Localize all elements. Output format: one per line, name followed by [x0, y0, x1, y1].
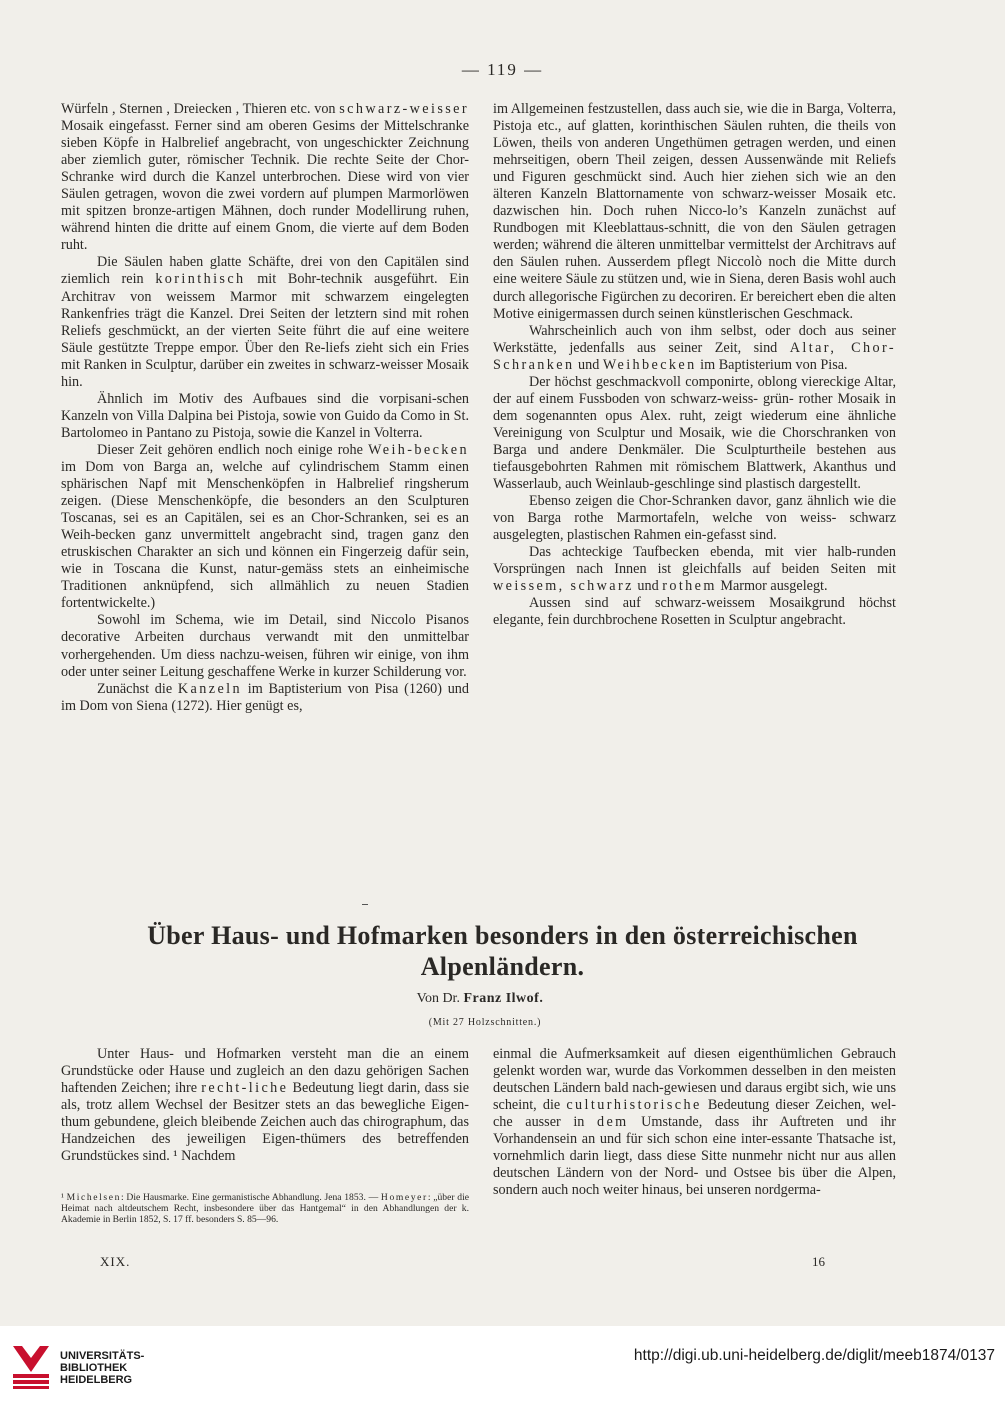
emphasized-text: rothem [662, 578, 717, 595]
text-run: Unter Haus- und Hofmarken versteht man die an einem Grundstücke oder Hause und zugleich an den dazu gehörigen Sachen haftenden Zeichen; ihre [61, 1046, 469, 1097]
paragraph [61, 612, 469, 680]
text-run: Wahrscheinlich auch von ihm selbst, oder doch aus seiner Werkstätte, jedenfalls aus seiner Zeit, sind [493, 322, 896, 356]
emphasized-text: Weih-becken [368, 441, 469, 458]
paragraph [61, 1046, 469, 1165]
emphasized-text: Michelsen [66, 1192, 121, 1203]
paragraph [493, 493, 896, 544]
emphasized-text: Weihbecken [602, 356, 697, 373]
library-name [60, 1350, 144, 1386]
title-separator-mark [362, 904, 368, 905]
emphasized-text: korinthisch [155, 271, 246, 288]
text-run: Aussen sind auf schwarz-weissem Mosaikgrund höchst elegante, fein durchbrochene Rosetten in Sculptur angebracht. [493, 595, 896, 629]
article-byline [0, 991, 960, 1007]
emphasized-text: culturhistorische [566, 1097, 702, 1114]
paragraph [493, 544, 896, 595]
emphasized-text: schwarz-weisser [339, 101, 469, 117]
paragraph [61, 391, 469, 442]
text-run: Marmor ausgelegt. [716, 578, 828, 595]
paragraph [493, 1046, 896, 1199]
text-run: im Baptisterium von Pisa. [696, 356, 848, 373]
text-run: Umstande, dass ihr Auftreten und ihr Vorhandensein an und für sich schon eine inter-essante Thatsache ist, vornehmlich darin liegt, dass diese Sitte nunmehr nicht nur aus allen deutschen Ländern von der Nord- und Ostsee bis über die Alpen, sondern auch noch weiter hinaus, bei unseren nordgerma- [493, 1114, 896, 1199]
text-run: Ähnlich im Motiv des Aufbaues sind die vorpisani-schen Kanzeln von Villa Dalpina bei Pistoja, sowie von Guido da Como in St. Bartolomeo in Pantano zu Pistoja, sowie die Kanzel in Volterra. [61, 390, 469, 441]
library-name-line-3: HEIDELBERG [60, 1374, 133, 1386]
paragraph [61, 254, 469, 390]
footnote [61, 1192, 469, 1226]
top-right-column [493, 101, 896, 629]
text-run: im Dom von Barga an, welche auf cylindrischem Stamm einen sphärischen Napf mit Menschenköpfen in Halbrelief ringsherum zeigen. (Diese Menschenköpfe, die besonders an den Sculpturen Toscanas, sei es an Capitälen, sei es an Chor-Schranken, sei es an Weih-becken ganz unvermittelt angebracht sind, tragen ganz den etruskischen Charakter an sich und können ein Fingerzeig dafür sein, wie in Toscana die Kunst, natur-gemäss stets an einheimische Traditionen anknüpfend, sich allmählich zu neuen Stadien fortentwickelte.) [61, 458, 469, 612]
byline-prefix: Von Dr. [416, 991, 464, 1006]
text-run: einmal die Aufmerksamkeit auf diesen eigenthümlichen Gebrauch gelenkt worden war, wurde das Vorkommen desselben in den meisten deutschen Ländern bald nach-gewiesen und daraus ergibt sich, wie uns scheint, die [493, 1046, 896, 1114]
text-run: : Die Hausmarke. Eine germanistische Abhandlung. Jena 1853. — [121, 1192, 381, 1203]
bottom-left-column [61, 1046, 469, 1165]
text-run: im Allgemeinen festzustellen, dass auch sie, wie die in Barga, Volterra, Pistoja etc., auf glatten, korinthischen Säulen ruhten, die theils von Löwen, theils von anderen Ungethümen getragen werden, und einen mehrseitigen, obern Theil zeigen, dessen Aussenwände mit Reliefs und Figuren geschmückt sind. Auch hier ziehen sich wie an den älteren Kanzeln Blattornamente von schwarz-weisser Mosaik etc. dazwischen hin. Doch ruhen Nicco-lo’s Kanzeln zunächst auf Rundbogen mit Kleeblattaus-schnitt, die von den Säulen getragen werden; während die älteren unmittelbar vermittelst der Architravs auf den Säulen ruhen. Ausserdem pflegt Niccolò noch die Mitte durch eine weitere Säule zu stützen und, wie in Siena, deren Basis wohl auch durch allegorische Figürchen zu decoriren. Er bereichert eben die alten Motive einigermassen durch seinen künstlerischen Geschmack. [493, 101, 896, 322]
signature-mark: XIX. [100, 1254, 131, 1269]
text-run: Mosaik eingefasst. Ferner sind am oberen Gesims der Mittelschranke sieben Köpfe in Halbrelief angebracht, von ungeschickter Zeichnung aber ziemlich guter, römischer Technik. Die rechte Seite der Chor-Schranke wird durch die Kanzel unterbrochen. Diese wird von vier Säulen getragen, wovon die zwei vordern auf plumpen Marmorlöwen mit spitzen bronze-artigen Mähnen, doch runder Modellirung ruhen, während hinten die dritte auf einem Gnom, die vierte auf dem Boden ruht. [61, 118, 469, 254]
text-run: Dieser Zeit gehören endlich noch einige rohe [97, 441, 369, 458]
library-name-line-2: BIBLIOTHEK [60, 1362, 128, 1374]
text-run: und [574, 356, 603, 373]
text-run: und [633, 578, 663, 595]
text-run: : „über die Heimat nach altdeutschem Recht, insbesondere über das Hantgemal“ in den Abhandlungen der k. Akademie in Berlin 1852, S. 17 ff. besonders S. 85—96. [61, 1192, 469, 1226]
article-title-line-1: Über Haus- und Hofmarken besonders in den österreichischen [147, 921, 858, 950]
emphasized-text: Altar, Chor-Schranken [493, 339, 896, 373]
paragraph [61, 101, 469, 254]
paragraph [493, 374, 896, 493]
library-name-line-1: UNIVERSITÄTS- [60, 1350, 145, 1362]
text-run: Das achteckige Taufbecken ebenda, mit vier halb-runden Vorsprüngen nach Innen ist gleichfalls auf beiden Seiten mit [493, 544, 896, 578]
text-run: Der höchst geschmackvoll componirte, oblong viereckige Altar, der auf einem Fussboden von schwarz-weiss- grün- rother Mosaik in dem sogenannten opus Alex. ruht, zeigt wiederum eine ähnliche Vereinigung von Sculptur und Mosaik, wie die Chorschranken von Barga und andere Denkmäler. Die Sculpturtheile bestehen aus tiefausgebohrten Rahmen mit römischem Blattwerk, Akanthus und Wasserlaub, auch Weinlaub-geschlinge sind plastisch dargestellt. [493, 373, 896, 493]
top-left-column [61, 101, 469, 715]
text-run: Ebenso zeigen die Chor-Schranken davor, ganz ähnlich wie die von Barga rothe Marmortafeln, welche von weiss- schwarz ausgelegten, plastischen Rahmen ein-gefasst sind. [493, 493, 896, 544]
text-run: Zunächst die [97, 680, 178, 697]
paragraph [493, 595, 896, 629]
text-run: Die Säulen haben glatte Schäfte, drei von den Capitälen sind ziemlich rein [61, 254, 469, 288]
bottom-right-column [493, 1046, 896, 1199]
paragraph [61, 681, 469, 715]
source-url-link[interactable]: http://digi.ub.uni-heidelberg.de/diglit/meeb1874/0137 [633, 1347, 995, 1364]
text-run: Sowohl im Schema, wie im Detail, sind Niccolo Pisanos decorative Arbeiten durchaus verwandt mit den unmittelbar vorhergehenden. Um diess nachzu-weisen, führen wir einige, von ihm oder unter seiner Leitung geschaffene Werke in kurzer Schilderung vor. [61, 612, 469, 680]
paragraph [493, 323, 896, 374]
text-run: mit Bohr-technik ausgeführt. Ein Architrav von weissem Marmor mit schwarzem eingelegten Rankenfries trägt die Kanzel. Drei Seiten der letztern sind mit rohen Reliefs geschmückt, an der vierten Seite führt die auf eine weitere Säule gestützte Treppe empor. Über den Re-liefs zieht sich ein Fries mit Ranken in Sculptur, darüber ein zweites in schwarz-weisser Mosaik hin. [61, 271, 469, 390]
emphasized-text: Kanzeln [177, 680, 242, 697]
text-run: Würfeln , Sternen , Dreiecken , Thieren etc. von [61, 101, 340, 117]
figure-note: (Mit 27 Holzschnitten.) [428, 1017, 542, 1028]
sheet-number: 16 [812, 1254, 825, 1269]
text-run: Bedeutung liegt darin, dass sie als, trotz allem Wechsel der Besitzer stets an das bewegliche Eigen-thum gebundene, gleich bleibende Zeichen auch das chirographum, das Handzeichen des jeweiligen Eigen-thümers des betreffenden Grundstückes sind. ¹ Nachdem [61, 1080, 470, 1165]
footer-bar [0, 1326, 1005, 1408]
page-number: — 119 — [461, 60, 544, 79]
university-library-logo-icon [10, 1344, 52, 1390]
emphasized-text: Homeyer [380, 1192, 428, 1203]
emphasized-text: weissem, schwarz [493, 578, 634, 595]
text-run: Bedeutung dieser Zeichen, wel-che ausser in [493, 1097, 896, 1131]
author-name: Franz Ilwof. [463, 991, 544, 1006]
emphasized-text: recht-liche [201, 1080, 289, 1097]
paragraph [61, 442, 469, 612]
text-run: im Baptisterium von Pisa (1260) und im Dom von Siena (1272). Hier genügt es, [61, 680, 469, 714]
paragraph [493, 101, 896, 323]
emphasized-text: dem [596, 1114, 629, 1131]
article-title-line-2: Alpenländern. [420, 952, 585, 981]
text-run: ¹ [61, 1192, 67, 1203]
article-title [60, 920, 945, 982]
